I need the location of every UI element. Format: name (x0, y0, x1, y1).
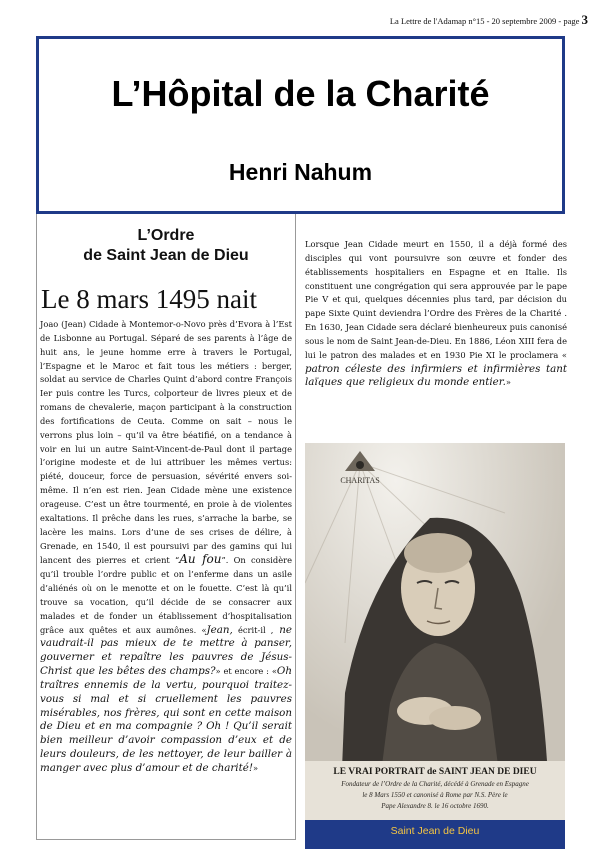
portrait-engraving (305, 443, 565, 820)
inscription-title: LE VRAI PORTRAIT de SAINT JEAN DE DIEU (333, 767, 537, 777)
quote2-close: » (252, 763, 259, 773)
left-paragraph-text: Joao (Jean) Cidade à Montemor-o-Novo près d’Evora à l’Est de Lisbonne au Portugal. Séparé de ses parents à l’âge de huit ans, le jeune homme erre à travers le Portugal, l’Espagne et le Maroc et fait tous les métiers : berger, soldat au service de Charles Quint d’abord contre François Ier puis contre les Turcs, colporteur de livres pieux et de romans de chevalerie, maçon participant à la construction des fortifications de Ceuta. Comme on sait – nous le verrons plus loin – qu’il va être béatifié, on a tendance à voir en lui un autre Saint-Vincent-de-Paul dont il partage l’origine modeste et de lui attribuer les mêmes vertus: piété, douceur, force de persuasion, sévérité envers soi-même. Il n’en est rien. Jean Cidade mène une existence orageuse. C’est un être tourmenté, en proie à de violentes exaltations. Il prêche dans les rues, s’arrache la barbe, se lacère les mains. Lors d’une de ses crises de délire, à Grenade, en 1540, il est poursuivi par des gamins qui lui lancent des pierres et crient “ (40, 319, 292, 566)
inscription-line3: le 8 Mars 1550 et canonisé à Rome par N.S. Père le (362, 791, 508, 799)
quote1-ecrit: écrit-il , (232, 624, 274, 635)
portrait-illustration (305, 443, 565, 820)
left-paragraph (40, 318, 292, 776)
right-paragraph (305, 238, 567, 390)
quote1-open: Jean, (206, 623, 233, 636)
left-column (36, 214, 296, 840)
banner-text: CHARITAS (340, 476, 380, 485)
quote1-close: » et encore : « (215, 666, 277, 677)
quote2-text: Oh traîtres ennemis de la vertu, pourquoi traitez-vous si mal et si cruellement les pauvres misérables, nos frères, qui sont en cette maison de Dieu et en ma compagnie ? Oh ! Qu’il serait bien meilleur d’avoir compassion d’eux et de leurs douleurs, de les nettoyer, de leur bailler à manger avec plus d’amour et de charité! (40, 665, 292, 774)
section-title-line1: L’Ordre (137, 227, 195, 244)
page-number: 3 (581, 12, 588, 27)
inscription-line4: Pape Alexandre 8. le 16 octobre 1690. (381, 802, 489, 810)
section-title (37, 226, 295, 266)
title-box (36, 36, 565, 214)
left-paragraph-end: ”. On considère qu’il trouble l’ordre public et on l’enferme dans un asile d’aliénés où on le menotte et on le fouette. C’est là qu’il trouve sa vocation, qu’il décide de se consacrer aux malades et de fonder un établissement d’hospitalisation grâce aux quêtes et aux aumônes. « (40, 555, 292, 635)
inscription-line2: Fondateur de l’Ordre de la Charité, décédé à Grenade en Espagne (341, 780, 529, 788)
article-title: L’Hôpital de la Charité (111, 73, 490, 114)
article-author: Henri Nahum (228, 159, 373, 185)
running-header (390, 12, 588, 28)
lead-heading: Le 8 mars 1495 nait (41, 284, 257, 314)
right-quote: patron céleste des infirmiers et infirmières tant laïques que religieux du monde entier. (305, 362, 567, 389)
shout-text: Au fou (179, 552, 222, 567)
right-paragraph-text: Lorsque Jean Cidade meurt en 1550, il a déjà formé des disciples qui vont poursuivre son œuvre et fonder des établissements hospitaliers en Espagne et en Italie. Ils constituent une congrégation qui sera approuvée par le pape Pie V et qui, quelques décennies plus tard, par décision du pape Sixte Quint deviendra l’Ordre des Frères de la Charité . En 1630, Jean Cidade sera déclaré bienheureux puis canonisé sous le nom de Saint Jean-de-Dieu. En 1886, Léon XIII fera de lui le patron des malades et en 1930 Pie XI le proclamera « (305, 239, 567, 360)
running-header-text: La Lettre de l'Adamap n°15 - 20 septembre 2009 - page (389, 16, 580, 26)
right-quote-close: » (505, 377, 511, 388)
figure-caption: Saint Jean de Dieu (305, 820, 565, 849)
section-title-line2: de Saint Jean de Dieu (83, 247, 249, 264)
quote1-text: ne vaudrait-il pas mieux de te mettre à panser, gouverner et repaître les pauvres de Jésus-Christ que les bêtes des champs? (40, 623, 293, 678)
